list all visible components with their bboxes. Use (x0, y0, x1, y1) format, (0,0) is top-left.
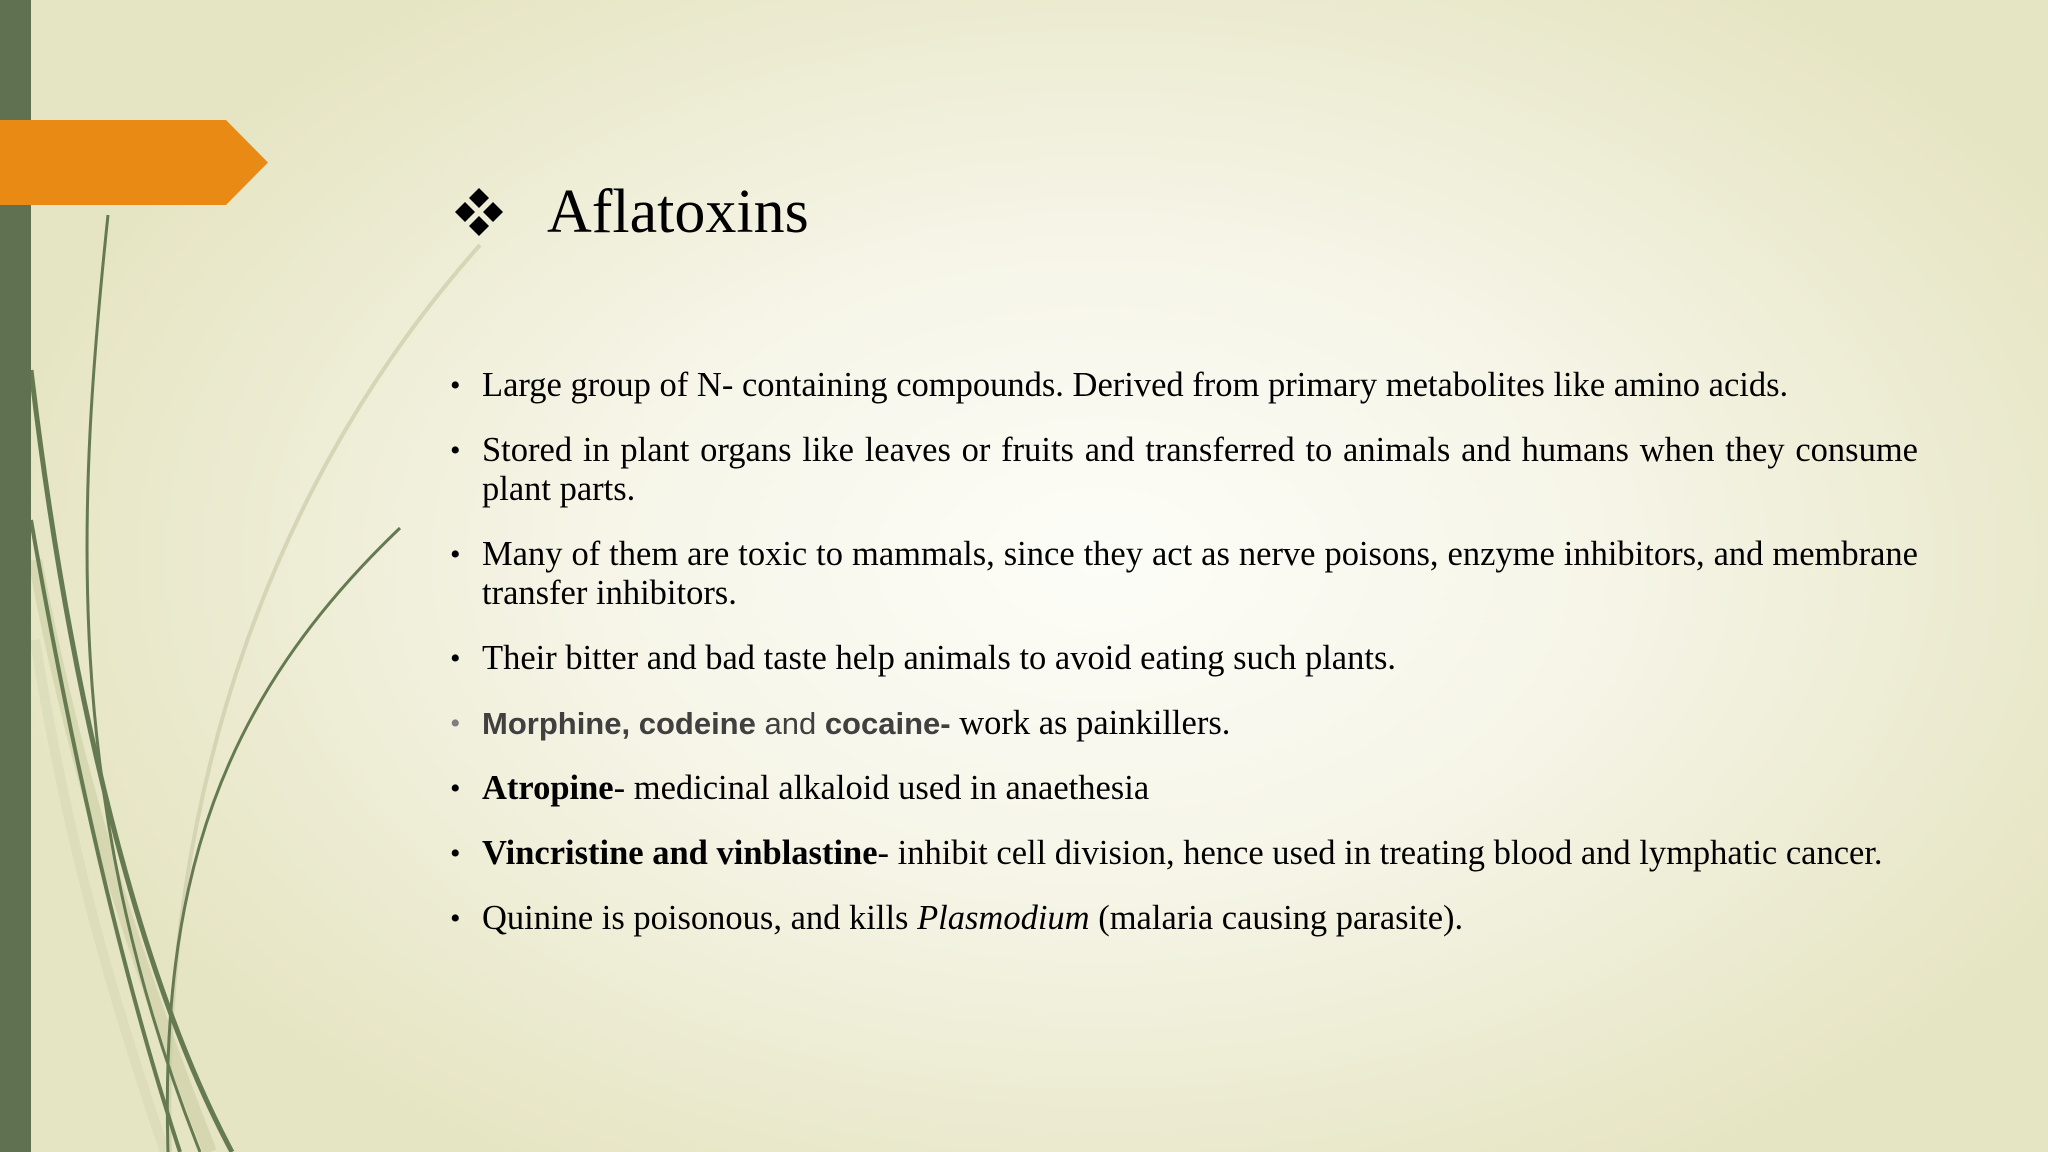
bullet-item-5 (450, 704, 1918, 743)
leaf-stroke-faint-3 (35, 640, 165, 1152)
bullet-and: and (755, 706, 825, 741)
leaf-stroke-4 (167, 528, 400, 1152)
leaf-stroke-faint-1 (169, 245, 480, 1152)
bullet-bold-term: Atropine (482, 769, 614, 807)
bullet-text: Quinine is poisonous, and kills (482, 899, 918, 937)
bullet-dot: • (450, 538, 461, 571)
bullet-item-8 (450, 899, 1918, 938)
bullet-list (450, 366, 1918, 964)
bullet-text: work as painkillers. (950, 704, 1231, 742)
bullet-item-6 (450, 769, 1918, 808)
bullet-item-2 (450, 431, 1918, 509)
bullet-dot: • (450, 369, 461, 402)
bullet-item-1 (450, 366, 1918, 405)
bullet-bold-drugs: Morphine, codeine (482, 706, 756, 741)
bullet-text: Stored in plant organs like leaves or fruits and transferred to animals and humans when they consume plant parts. (482, 431, 1918, 508)
bullet-bold-cocaine: cocaine- (824, 706, 951, 741)
bullet-dot: • (450, 434, 461, 467)
bullet-text-end: (malaria causing parasite). (1089, 899, 1464, 937)
bullet-text: Many of them are toxic to mammals, since they act as nerve poisons, enzyme inhibitors, and membrane transfer inhibitors. (482, 535, 1918, 612)
bullet-dot: • (450, 837, 461, 870)
bullet-text: - inhibit cell division, hence used in treating blood and lymphatic cancer. (877, 834, 1883, 872)
four-diamond-bullet-icon (453, 186, 505, 238)
bullet-dot: • (450, 642, 461, 675)
title-text: Aflatoxins (547, 178, 809, 246)
bullet-dot: • (450, 902, 461, 935)
slide-title (453, 172, 809, 252)
bullet-item-3 (450, 535, 1918, 613)
bullet-italic-term: Plasmodium (917, 899, 1090, 937)
bullet-text: Their bitter and bad taste help animals to avoid eating such plants. (482, 639, 1396, 677)
bullet-text: - medicinal alkaloid used in anaethesia (613, 769, 1150, 807)
leaf-stroke-1 (87, 215, 200, 1152)
bullet-text: Large group of N- containing compounds. Derived from primary metabolites like amino acids. (482, 366, 1789, 404)
bullet-dot: • (450, 772, 461, 805)
bullet-bold-term: Vincristine and vinblastine (482, 834, 878, 872)
orange-arrow-shape (0, 120, 268, 205)
bullet-item-4 (450, 639, 1918, 678)
bullet-item-7 (450, 834, 1918, 873)
bullet-dot: • (450, 707, 461, 740)
